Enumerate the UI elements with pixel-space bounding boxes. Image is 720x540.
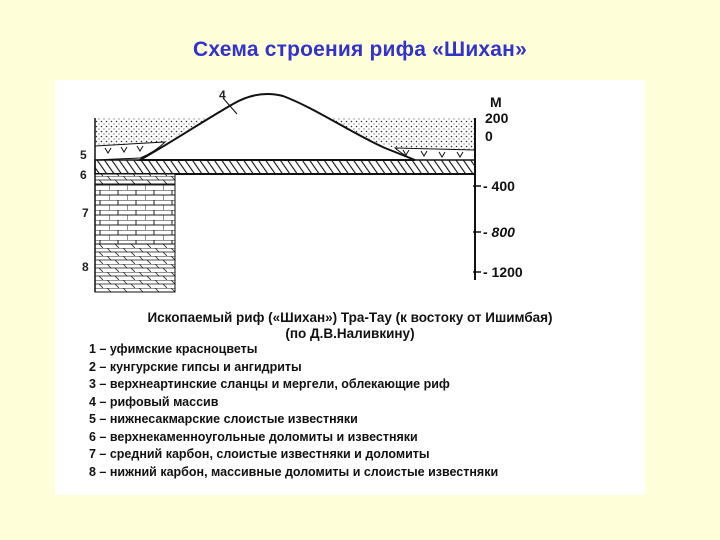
legend-item: 8 – нижний карбон, массивные доломиты и слоистые известняки bbox=[89, 464, 499, 479]
layer-label-4: 4 bbox=[219, 88, 226, 102]
caption-line-2: (по Д.В.Наливкину) bbox=[285, 326, 415, 341]
scale-tick-400: - 400 bbox=[483, 178, 515, 194]
scale-tick-0: 0 bbox=[485, 128, 493, 144]
caption-line-1: Ископаемый риф («Шихан») Тра-Тау (к востоку от Ишимбая) bbox=[147, 310, 553, 325]
legend-item: 4 – рифовый массив bbox=[89, 394, 219, 409]
scale-unit: М bbox=[490, 94, 502, 110]
layer-6-dolomites bbox=[95, 174, 175, 184]
scale-tick-1200: - 1200 bbox=[483, 264, 523, 280]
scale-tick-200: 200 bbox=[485, 110, 509, 126]
layer-label-7: 7 bbox=[82, 206, 89, 220]
layer-8-lower-carboniferous bbox=[95, 244, 175, 292]
scale-tick-800: - 800 bbox=[483, 224, 515, 240]
layer-label-6: 6 bbox=[80, 168, 87, 182]
layer-label-8: 8 bbox=[82, 260, 89, 274]
layer-5-sakmarian-limestone bbox=[95, 160, 475, 174]
legend-item: 2 – кунгурские гипсы и ангидриты bbox=[89, 359, 302, 374]
layer-7-middle-carboniferous bbox=[95, 184, 175, 244]
legend-item: 3 – верхнеартинские сланцы и мергели, облекающие риф bbox=[89, 377, 450, 391]
legend-item: 5 – нижнесакмарские слоистые известняки bbox=[89, 412, 358, 426]
legend-item: 6 – верхнекаменноугольные доломиты и известняки bbox=[89, 429, 418, 444]
legend-item: 7 – средний карбон, слоистые известняки и доломиты bbox=[89, 447, 430, 461]
layer-label-5: 5 bbox=[80, 148, 87, 162]
legend-item: 1 – уфимские красноцветы bbox=[89, 342, 258, 356]
slide-title: Схема строения рифа «Шихан» bbox=[193, 38, 527, 61]
diagram-panel bbox=[55, 80, 645, 495]
legend-list bbox=[89, 342, 498, 482]
